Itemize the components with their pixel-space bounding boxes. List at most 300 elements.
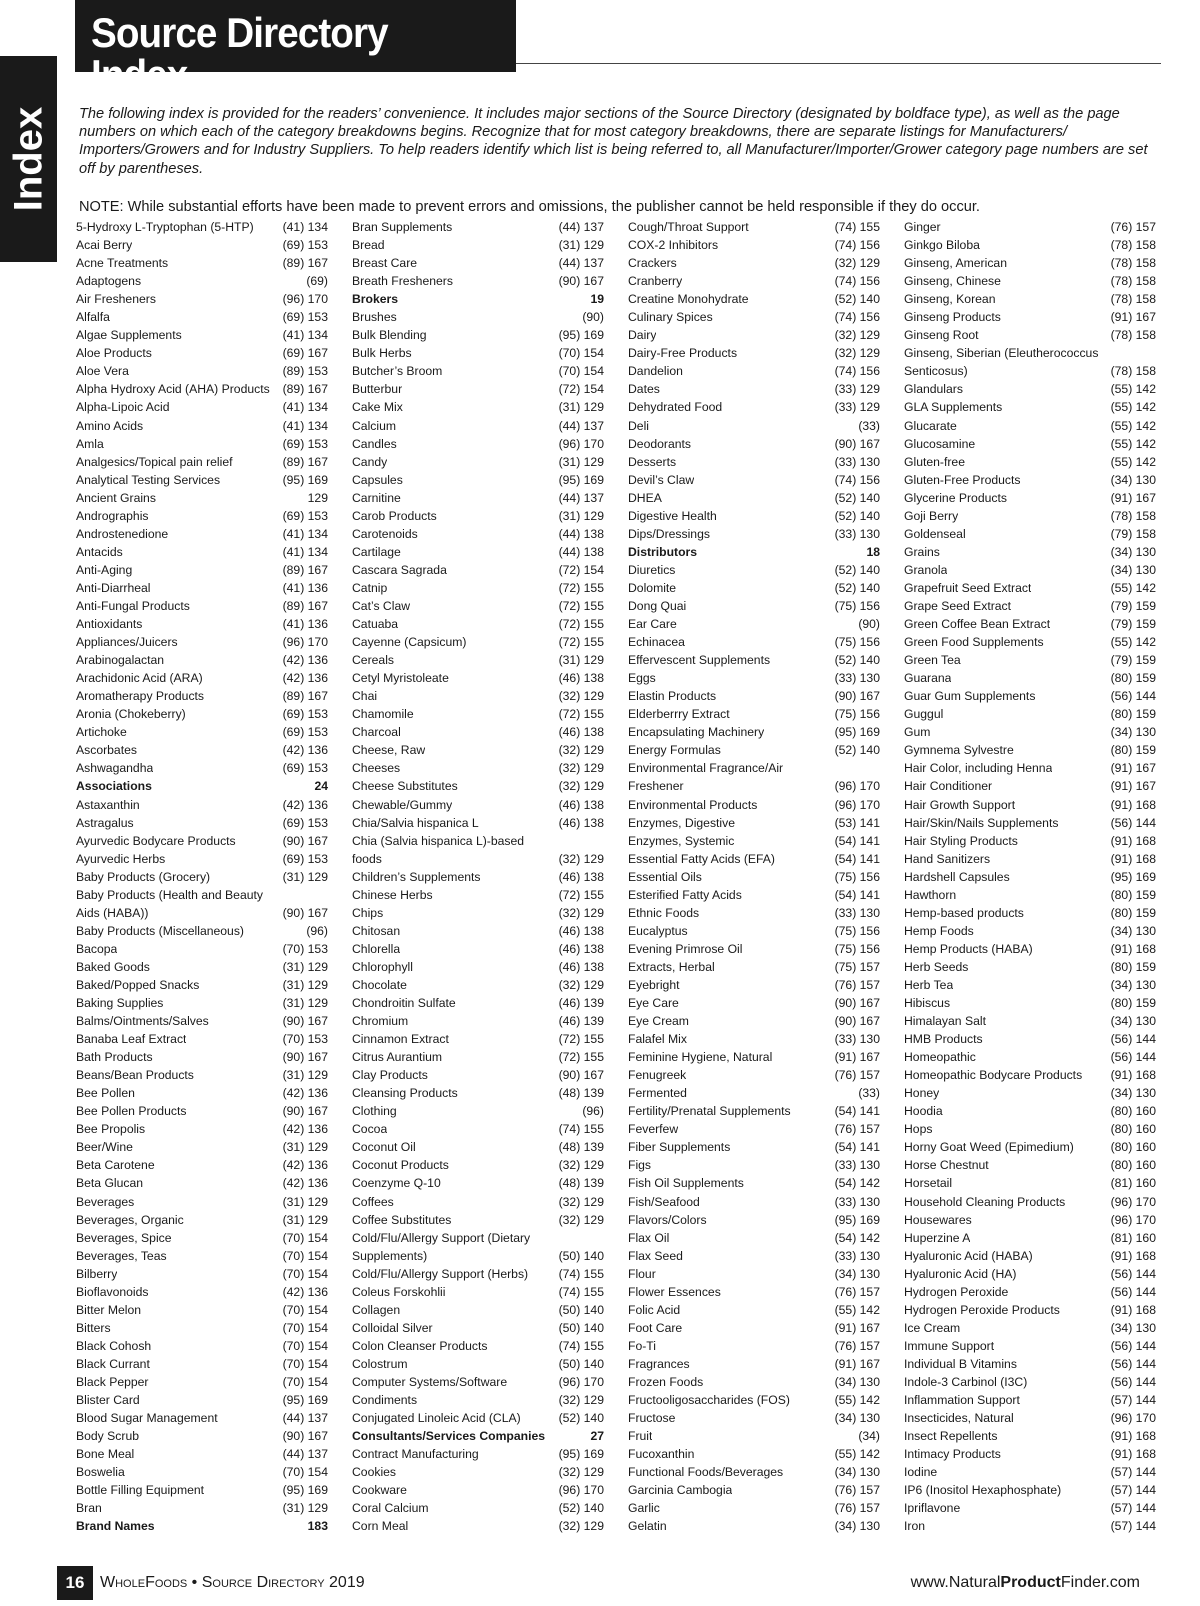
entry-name: Horse Chestnut (904, 1158, 989, 1173)
index-entry (352, 1084, 604, 1102)
entry-name: Arachidonic Acid (ARA) (76, 671, 203, 686)
entry-name: Freshener (628, 779, 684, 794)
publication-word-2: Foods (145, 1574, 188, 1591)
entry-page: (44) 137 (282, 1411, 328, 1426)
entry-name: Flax Seed (628, 1248, 683, 1263)
entry-name: Baby Products (Miscellaneous) (76, 923, 244, 938)
entry-name: Cake Mix (352, 400, 403, 415)
entry-page: (89) 167 (282, 689, 328, 704)
index-entry (628, 1229, 880, 1247)
index-entry (76, 1211, 328, 1229)
entry-page: (75) 156 (834, 923, 880, 938)
entry-name: Dolomite (628, 580, 677, 595)
entry-page: (74) 155 (558, 1284, 604, 1299)
entry-name: Fructooligosaccharides (FOS) (628, 1393, 790, 1408)
entry-page: (76) 157 (834, 1501, 880, 1516)
index-entry (628, 1481, 880, 1499)
index-entry (628, 886, 880, 904)
entry-name: Breath Fresheners (352, 274, 453, 289)
entry-page: (96) 170 (1110, 1411, 1156, 1426)
entry-page: (34) 130 (1110, 1320, 1156, 1335)
index-entry (628, 1391, 880, 1409)
entry-page: (33) 129 (834, 400, 880, 415)
index-entry (76, 1337, 328, 1355)
entry-page: (80) 160 (1110, 1140, 1156, 1155)
index-entry (628, 471, 880, 489)
index-entry (904, 723, 1156, 741)
website-url[interactable] (911, 1574, 1140, 1592)
entry-page: (96) (582, 1104, 604, 1119)
index-entry (628, 687, 880, 705)
entry-name: Balms/Ointments/Salves (76, 1014, 209, 1029)
index-entry (76, 759, 328, 777)
entry-name: Antacids (76, 544, 123, 559)
entry-page: (56) 144 (1110, 1032, 1156, 1047)
entry-page: (52) 140 (834, 562, 880, 577)
entry-page: (90) 167 (834, 436, 880, 451)
entry-page: 19 (590, 292, 604, 307)
entry-name: Chewable/Gummy (352, 797, 453, 812)
entry-page: (80) 159 (1110, 905, 1156, 920)
index-entry (628, 1012, 880, 1030)
publication-word-1: Whole (100, 1574, 146, 1591)
index-entry (628, 1355, 880, 1373)
index-entry (904, 1084, 1156, 1102)
index-entry (76, 796, 328, 814)
entry-page: (44) 138 (558, 526, 604, 541)
index-entry (352, 579, 604, 597)
index-entry (76, 1283, 328, 1301)
entry-page (324, 886, 328, 904)
index-entry (904, 254, 1156, 272)
index-entry (904, 1427, 1156, 1445)
entry-page: (54) 141 (834, 887, 880, 902)
entry-page: (91) 168 (1110, 1429, 1156, 1444)
index-entry (352, 417, 604, 435)
entry-name: Senticosus) (904, 364, 968, 379)
entry-page: (96) 170 (1110, 1194, 1156, 1209)
index-entry (904, 1030, 1156, 1048)
entry-name: Bulk Herbs (352, 346, 412, 361)
entry-name: Immune Support (904, 1338, 995, 1353)
index-entry (628, 218, 880, 236)
index-entry (904, 850, 1156, 868)
entry-page: (72) 154 (558, 382, 604, 397)
entry-page: (56) 144 (1110, 689, 1156, 704)
url-part-3: Finder.com (1060, 1574, 1140, 1591)
entry-page: (46) 138 (558, 725, 604, 740)
entry-page: (44) 137 (558, 220, 604, 234)
entry-name: Gymnema Sylvestre (904, 743, 1014, 758)
entry-page: (74) 155 (558, 1338, 604, 1353)
entry-name: Hawthorn (904, 887, 957, 902)
entry-page: (69) 153 (282, 851, 328, 866)
index-entry (628, 1030, 880, 1048)
url-part-2: Product (1000, 1574, 1061, 1591)
entry-page: (96) 170 (834, 779, 880, 794)
entry-page: (46) 138 (558, 797, 604, 812)
entry-page: (96) 170 (558, 1375, 604, 1389)
entry-name: Conjugated Linoleic Acid (CLA) (352, 1411, 521, 1426)
index-entry (628, 525, 880, 543)
entry-page: (89) 167 (282, 256, 328, 271)
index-entry (352, 489, 604, 507)
entry-name: Herb Seeds (904, 959, 969, 974)
index-entry (904, 1409, 1156, 1427)
entry-name: Granola (904, 562, 948, 577)
index-entry (904, 976, 1156, 994)
entry-name: Chromium (352, 1014, 409, 1029)
entry-page: (34) 130 (834, 1266, 880, 1281)
index-entry (628, 543, 880, 561)
index-entry (904, 453, 1156, 471)
entry-page: (90) 167 (834, 689, 880, 704)
entry-page: (80) 160 (1110, 1158, 1156, 1173)
entry-name: Cinnamon Extract (352, 1032, 449, 1047)
entry-name: Brokers (352, 292, 399, 307)
index-entry (904, 633, 1156, 651)
entry-page: (32) 129 (558, 1393, 604, 1408)
entry-name: Figs (628, 1158, 652, 1173)
entry-name: Dong Quai (628, 598, 687, 613)
entry-name: Beverages, Organic (76, 1212, 184, 1227)
entry-page: (44) 137 (558, 418, 604, 433)
entry-page: (90) (582, 310, 604, 325)
index-entry (76, 958, 328, 976)
index-entry (628, 723, 880, 741)
entry-name: Fructose (628, 1411, 676, 1426)
entry-name: Ginseng Root (904, 328, 979, 343)
entry-name: Hair Conditioner (904, 779, 993, 794)
entry-page: (46) 138 (558, 815, 604, 830)
entry-page: 129 (307, 490, 328, 505)
entry-name: Glucosamine (904, 436, 976, 451)
index-entry (352, 290, 604, 308)
entry-page: (46) 138 (558, 923, 604, 938)
entry-name: Coffees (352, 1194, 394, 1209)
index-entry (904, 1193, 1156, 1211)
entry-name: Fish/Seafood (628, 1194, 700, 1209)
entry-page: (74) 156 (834, 472, 880, 487)
entry-name: Indole-3 Carbinol (I3C) (904, 1375, 1028, 1389)
index-entry (352, 1265, 604, 1283)
entry-name: Alpha-Lipoic Acid (76, 400, 170, 415)
index-entry (628, 832, 880, 850)
index-entry (352, 1156, 604, 1174)
index-entry (628, 922, 880, 940)
publication-bullet: • (187, 1574, 202, 1591)
entry-name: Coenzyme Q-10 (352, 1176, 441, 1191)
index-entry (628, 958, 880, 976)
index-entry (76, 904, 328, 922)
entry-page: (69) 153 (282, 761, 328, 776)
entry-name: Green Coffee Bean Extract (904, 617, 1051, 632)
index-entry (76, 669, 328, 687)
entry-page: (89) 167 (282, 382, 328, 397)
index-entry (904, 1229, 1156, 1247)
index-entry (628, 1247, 880, 1265)
entry-name: Amla (76, 436, 104, 451)
entry-page: (44) 137 (558, 256, 604, 271)
entry-name: Grapefruit Seed Extract (904, 580, 1032, 595)
entry-page: (52) 140 (834, 490, 880, 505)
index-entry (628, 272, 880, 290)
entry-page: (79) 159 (1110, 598, 1156, 613)
entry-page: (70) 154 (282, 1356, 328, 1371)
index-entry (904, 669, 1156, 687)
entry-name: Fertility/Prenatal Supplements (628, 1104, 791, 1119)
entry-page: (57) 144 (1110, 1393, 1156, 1408)
index-entry (904, 1102, 1156, 1120)
index-entry (352, 344, 604, 362)
index-entry (352, 1066, 604, 1084)
entry-page: (31) 129 (282, 959, 328, 974)
entry-page: (56) 144 (1110, 1050, 1156, 1065)
entry-name: Ginseng, Siberian (Eleutherococcus (904, 346, 1099, 361)
entry-name: Deli (628, 418, 649, 433)
entry-name: Creatine Monohydrate (628, 292, 749, 307)
entry-name: Green Food Supplements (904, 635, 1044, 650)
entry-page: (46) 138 (558, 869, 604, 884)
entry-name: Butterbur (352, 382, 403, 397)
index-entry (904, 290, 1156, 308)
index-entry (76, 705, 328, 723)
entry-page: (54) 142 (834, 1176, 880, 1191)
entry-page: (31) 129 (282, 1194, 328, 1209)
entry-name: Chai (352, 689, 378, 704)
index-entry (352, 850, 604, 868)
index-entry (904, 398, 1156, 416)
index-entry (628, 850, 880, 868)
entry-page: (52) 140 (834, 653, 880, 668)
entry-page: (44) 138 (558, 544, 604, 559)
entry-name: Distributors (628, 544, 698, 559)
entry-page: (33) (858, 1086, 880, 1101)
entry-name: Cayenne (Capsicum) (352, 635, 467, 650)
entry-page: (78) 158 (1110, 328, 1156, 343)
entry-page: (70) 154 (558, 364, 604, 379)
index-entry (352, 1319, 604, 1337)
entry-page: (90) 167 (282, 1014, 328, 1029)
index-entry (628, 1211, 880, 1229)
entry-page: (32) 129 (558, 1194, 604, 1209)
entry-name: Aromatherapy Products (76, 689, 205, 704)
entry-name: Citrus Aurantium (352, 1050, 443, 1065)
index-entry (628, 290, 880, 308)
index-entry (628, 868, 880, 886)
entry-name: Gum (904, 725, 931, 740)
entry-page: (41) 136 (282, 617, 328, 632)
index-entry (76, 1355, 328, 1373)
index-entry (628, 380, 880, 398)
entry-page: (31) 129 (282, 1212, 328, 1227)
entry-page: (33) 130 (834, 526, 880, 541)
index-entry (628, 615, 880, 633)
index-entry (904, 1174, 1156, 1192)
index-entry (76, 922, 328, 940)
index-entry (76, 1391, 328, 1409)
index-entry (76, 236, 328, 254)
index-entry (904, 1373, 1156, 1391)
entry-page: (69) 153 (282, 725, 328, 740)
entry-page: (41) 134 (282, 328, 328, 343)
entry-page: (32) 129 (558, 1158, 604, 1173)
entry-name: Baking Supplies (76, 996, 164, 1011)
index-entry (352, 1355, 604, 1373)
entry-name: Fermented (628, 1086, 687, 1101)
index-entry (904, 1319, 1156, 1337)
index-entry (628, 1193, 880, 1211)
entry-name: Hoodia (904, 1104, 943, 1119)
index-entry (904, 435, 1156, 453)
index-entry (628, 1138, 880, 1156)
entry-page: (32) 129 (834, 256, 880, 271)
index-entry (352, 272, 604, 290)
index-entry (76, 489, 328, 507)
entry-name: Echinacea (628, 635, 685, 650)
entry-name: Guggul (904, 707, 944, 722)
entry-page: (76) 157 (834, 977, 880, 992)
index-entry (76, 1247, 328, 1265)
index-entry (628, 904, 880, 922)
entry-page: (54) 141 (834, 833, 880, 848)
entry-name: Beverages, Spice (76, 1230, 172, 1245)
index-entry (628, 417, 880, 435)
index-entry (352, 362, 604, 380)
index-entry (352, 380, 604, 398)
index-entry (904, 705, 1156, 723)
index-entry (76, 777, 328, 795)
entry-page: (72) 155 (558, 617, 604, 632)
entry-name: Condiments (352, 1393, 418, 1408)
index-entry (76, 1120, 328, 1138)
entry-page: (80) 159 (1110, 671, 1156, 686)
entry-name: Chamomile (352, 707, 414, 722)
entry-name: Catuaba (352, 617, 399, 632)
entry-name: Cough/Throat Support (628, 220, 749, 234)
entry-page: (80) 159 (1110, 959, 1156, 974)
index-entry (352, 759, 604, 777)
index-entry (76, 1499, 328, 1517)
entry-name: Dehydrated Food (628, 400, 723, 415)
entry-name: Fragrances (628, 1356, 690, 1371)
index-entry (76, 1066, 328, 1084)
index-entry (352, 1517, 604, 1535)
entry-name: Chitosan (352, 923, 401, 938)
entry-name: Arabinogalactan (76, 653, 165, 668)
index-entry (904, 1301, 1156, 1319)
index-entry (352, 994, 604, 1012)
entry-page: (56) 144 (1110, 1375, 1156, 1389)
index-entry (76, 1301, 328, 1319)
entry-name: Guar Gum Supplements (904, 689, 1036, 704)
entry-page: (72) 155 (558, 580, 604, 595)
entry-page: (55) 142 (1110, 418, 1156, 433)
entry-name: Crackers (628, 256, 677, 271)
entry-name: Aronia (Chokeberry) (76, 707, 186, 722)
entry-name: Coral Calcium (352, 1501, 429, 1516)
index-entry (628, 1499, 880, 1517)
entry-page: (91) 168 (1110, 1248, 1156, 1263)
index-entry (76, 976, 328, 994)
entry-name: Dips/Dressings (628, 526, 710, 541)
index-entry (628, 705, 880, 723)
entry-page: (57) 144 (1110, 1483, 1156, 1498)
index-entry (904, 741, 1156, 759)
index-entry (76, 579, 328, 597)
entry-name: Grains (904, 544, 940, 559)
title-rule (516, 63, 1161, 64)
entry-name: Coconut Products (352, 1158, 449, 1173)
entry-name: Beta Glucan (76, 1176, 144, 1191)
entry-name: Goldenseal (904, 526, 966, 541)
entry-page: (91) 167 (1110, 490, 1156, 505)
index-entry (76, 218, 328, 236)
entry-page: (72) 154 (558, 562, 604, 577)
entry-page: (56) 144 (1110, 815, 1156, 830)
entry-page: (95) 169 (558, 472, 604, 487)
entry-name: Evening Primrose Oil (628, 941, 743, 956)
entry-page: (34) 130 (1110, 1014, 1156, 1029)
entry-name: Housewares (904, 1212, 972, 1227)
entry-page: (31) 129 (282, 1501, 328, 1516)
entry-name: Chia/Salvia hispanica L (352, 815, 479, 830)
index-entry (628, 633, 880, 651)
entry-page: (33) 130 (834, 1032, 880, 1047)
entry-page: (96) 170 (834, 797, 880, 812)
index-entry (76, 543, 328, 561)
entry-page: (70) 154 (282, 1320, 328, 1335)
entry-name: Fenugreek (628, 1068, 687, 1083)
index-entry (76, 1319, 328, 1337)
entry-page: (69) 167 (282, 346, 328, 361)
index-entry (76, 344, 328, 362)
entry-name: Artichoke (76, 725, 127, 740)
entry-name: Clay Products (352, 1068, 428, 1083)
entry-name: Flavors/Colors (628, 1212, 707, 1227)
entry-page: (31) 129 (282, 977, 328, 992)
entry-page: (32) 129 (558, 779, 604, 794)
entry-page: (75) 156 (834, 941, 880, 956)
index-entry (352, 904, 604, 922)
entry-page: (41) 136 (282, 580, 328, 595)
entry-page: (32) 129 (834, 346, 880, 361)
entry-name: Frozen Foods (628, 1375, 704, 1389)
index-entry (628, 1066, 880, 1084)
entry-page: (54) 142 (834, 1230, 880, 1245)
entry-name: Fo-Ti (628, 1338, 656, 1353)
index-entry (76, 525, 328, 543)
index-entry (352, 1211, 604, 1229)
index-entry (904, 1247, 1156, 1265)
index-entry (352, 814, 604, 832)
entry-page: (89) 167 (282, 598, 328, 613)
entry-name: Baby Products (Health and Beauty (76, 887, 263, 902)
entry-name: Chondroitin Sulfate (352, 996, 456, 1011)
entry-page: (70) 154 (282, 1230, 328, 1245)
entry-page: (80) 159 (1110, 887, 1156, 902)
entry-page: (96) 170 (282, 635, 328, 650)
index-entry (352, 597, 604, 615)
entry-page: (80) 160 (1110, 1104, 1156, 1119)
entry-page: (79) 159 (1110, 653, 1156, 668)
entry-name: Feverfew (628, 1122, 679, 1137)
entry-name: Hair Styling Products (904, 833, 1018, 848)
entry-name: Insecticides, Natural (904, 1411, 1014, 1426)
entry-name: Bioflavonoids (76, 1284, 149, 1299)
entry-name: Bilberry (76, 1266, 118, 1281)
index-entry (904, 1138, 1156, 1156)
